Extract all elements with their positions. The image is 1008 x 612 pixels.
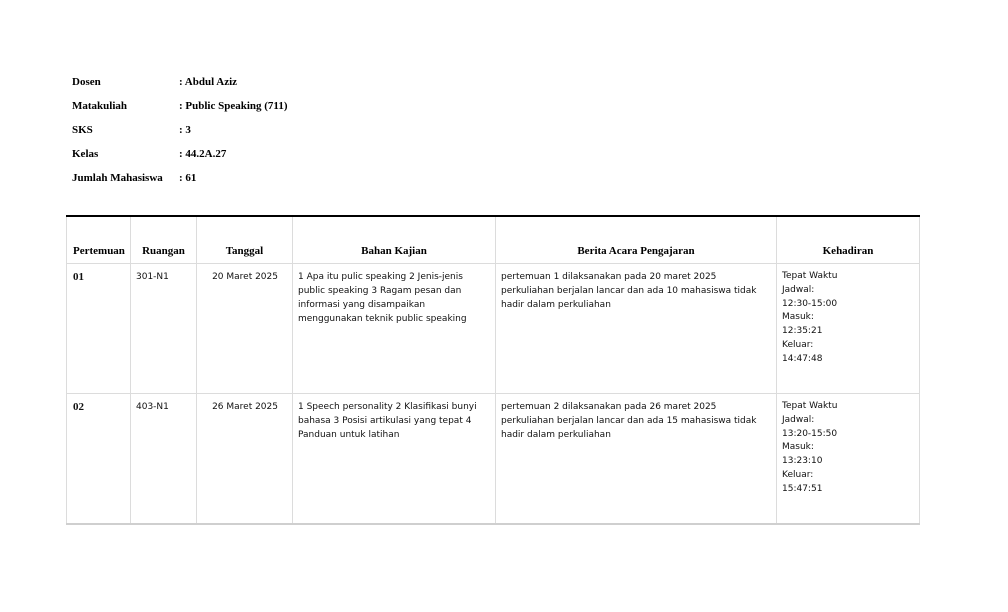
attendance-schedule-label: Jadwal: xyxy=(782,284,815,295)
cell-bahan-kajian: 1 Speech personality 2 Klasifikasi bunyi bahasa 3 Posisi artikulasi yang tepat 4 Panduan untuk latihan xyxy=(293,394,496,525)
info-value: : Public Speaking (711) xyxy=(179,100,288,112)
info-value: : Abdul Aziz xyxy=(179,76,238,88)
cell-berita-acara: pertemuan 2 dilaksanakan pada 26 maret 2025 perkuliahan berjalan lancar dan ada 15 mahasiswa tidak hadir dalam perkuliahan xyxy=(496,394,777,525)
info-value: : 44.2A.27 xyxy=(179,148,227,160)
attendance-table xyxy=(66,215,920,525)
info-row-kelas xyxy=(72,142,288,166)
info-row-jumlah-mahasiswa xyxy=(72,166,288,190)
attendance-out-label: Keluar: xyxy=(782,339,814,350)
info-label: Dosen xyxy=(72,76,101,88)
attendance-in-value: 12:35:21 xyxy=(782,326,823,337)
table-header-row xyxy=(67,216,920,264)
cell-pertemuan: 02 xyxy=(67,394,131,525)
attendance-schedule-value: 12:30-15:00 xyxy=(782,298,838,309)
attendance-schedule-label: Jadwal: xyxy=(782,414,815,425)
cell-kehadiran xyxy=(777,394,920,525)
column-header-kehadiran: Kehadiran xyxy=(777,216,920,264)
info-row-matakuliah xyxy=(72,94,288,118)
attendance-in-label: Masuk: xyxy=(782,312,814,323)
cell-ruangan: 403-N1 xyxy=(131,394,197,525)
cell-berita-acara: pertemuan 1 dilaksanakan pada 20 maret 2025 perkuliahan berjalan lancar dan ada 10 mahasiswa tidak hadir dalam perkuliahan xyxy=(496,264,777,394)
column-header-tanggal: Tanggal xyxy=(197,216,293,264)
attendance-out-value: 14:47:48 xyxy=(782,353,823,364)
column-header-berita-acara: Berita Acara Pengajaran xyxy=(496,216,777,264)
cell-ruangan: 301-N1 xyxy=(131,264,197,394)
attendance-schedule-value: 13:20-15:50 xyxy=(782,428,838,439)
info-value: : 3 xyxy=(179,124,191,136)
info-row-dosen xyxy=(72,70,288,94)
table-row xyxy=(67,264,920,394)
cell-kehadiran xyxy=(777,264,920,394)
attendance-out-label: Keluar: xyxy=(782,469,814,480)
attendance-in-label: Masuk: xyxy=(782,442,814,453)
column-header-bahan-kajian: Bahan Kajian xyxy=(293,216,496,264)
info-value: : 61 xyxy=(179,172,197,184)
attendance-out-value: 15:47:51 xyxy=(782,483,823,494)
column-header-ruangan: Ruangan xyxy=(131,216,197,264)
attendance-status: Tepat Waktu xyxy=(782,401,838,411)
attendance-in-value: 13:23:10 xyxy=(782,456,823,467)
info-label: Jumlah Mahasiswa xyxy=(72,172,163,184)
attendance-status: Tepat Waktu xyxy=(782,271,838,281)
cell-pertemuan: 01 xyxy=(67,264,131,394)
info-label: Matakuliah xyxy=(72,100,128,112)
column-header-pertemuan: Pertemuan xyxy=(67,216,131,264)
info-row-sks xyxy=(72,118,288,142)
cell-bahan-kajian: 1 Apa itu pulic speaking 2 Jenis-jenis public speaking 3 Ragam pesan dan informasi yang disampaikan menggunakan teknik public speaking xyxy=(293,264,496,394)
info-label: Kelas xyxy=(72,148,99,160)
table-row xyxy=(67,394,920,525)
info-label: SKS xyxy=(72,124,93,136)
course-info xyxy=(72,70,288,190)
cell-tanggal: 26 Maret 2025 xyxy=(197,394,293,525)
cell-tanggal: 20 Maret 2025 xyxy=(197,264,293,394)
